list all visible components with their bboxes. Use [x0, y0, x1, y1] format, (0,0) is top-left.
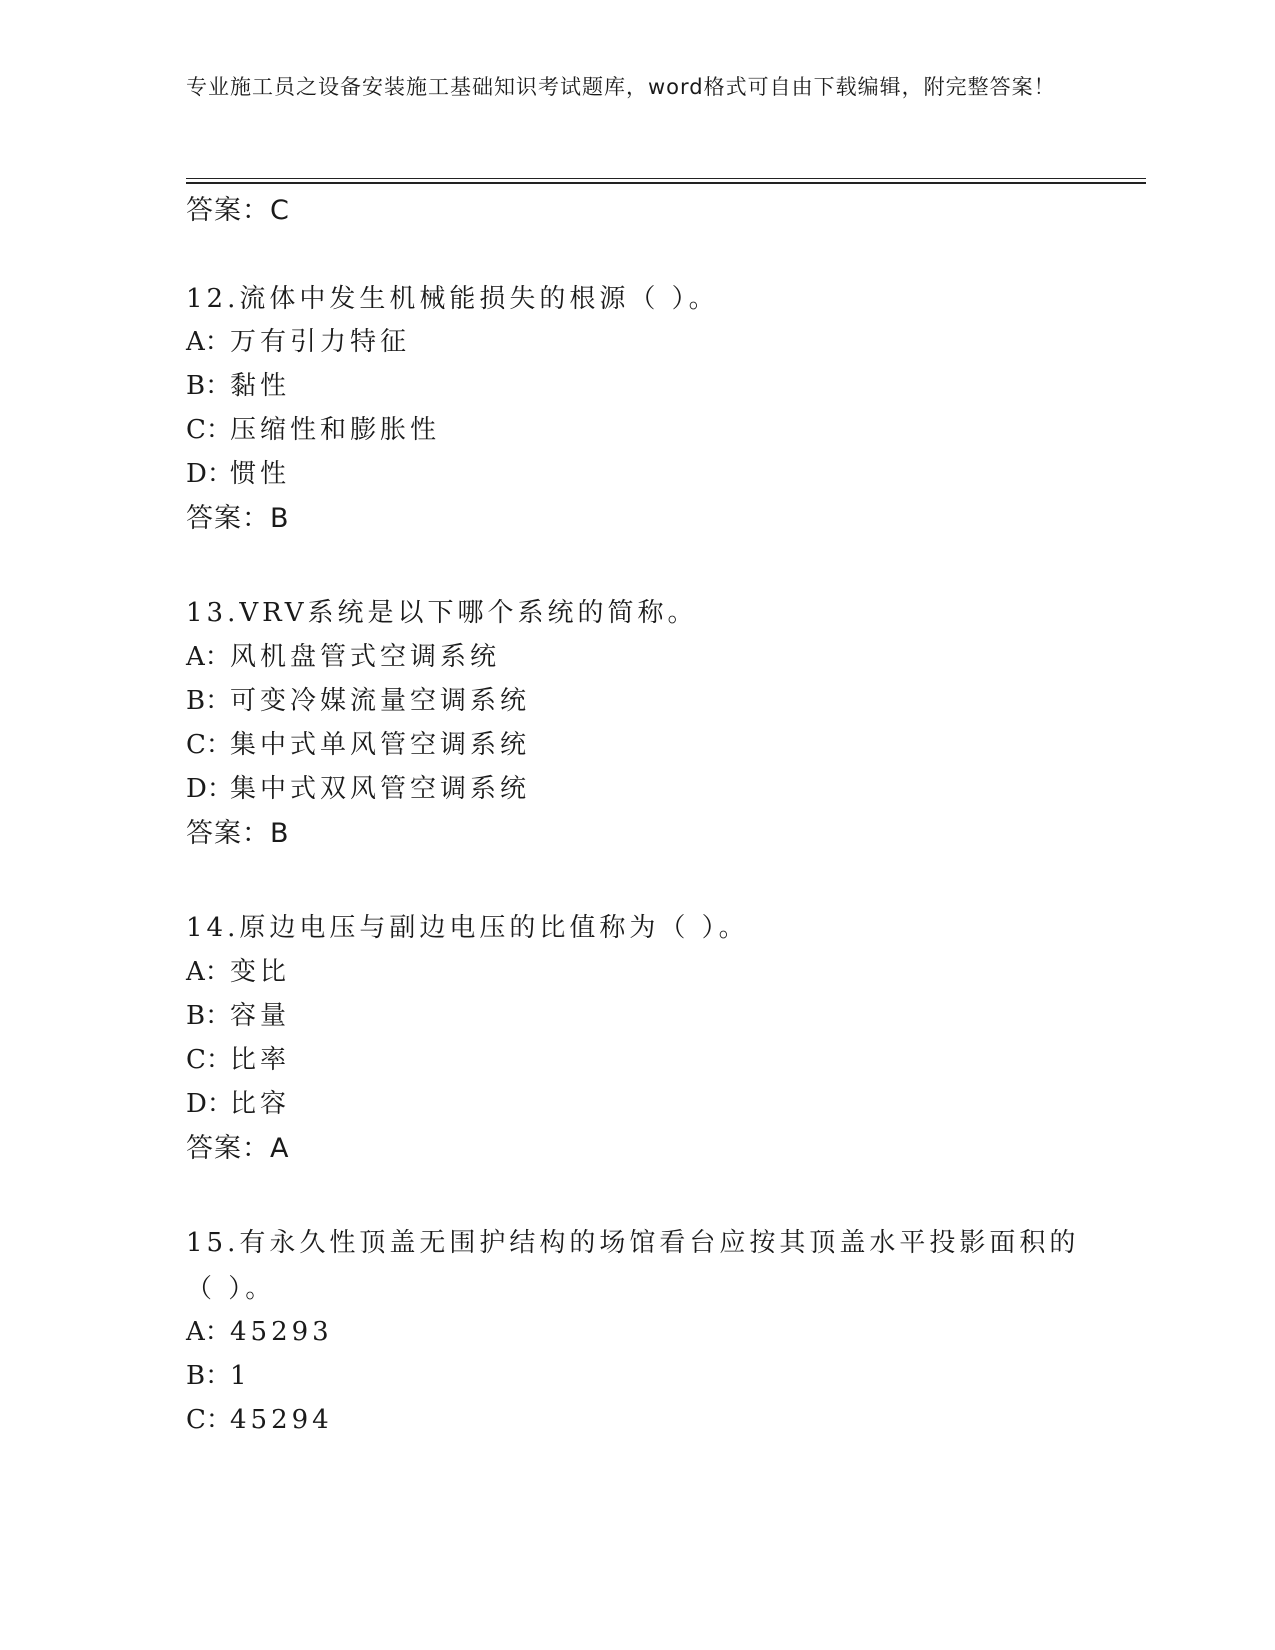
option-key: C：: [186, 415, 232, 445]
answer-label: 答案：: [186, 818, 270, 849]
option-b: [186, 365, 290, 402]
option-key: D：: [186, 459, 233, 489]
answer-value: C: [270, 195, 290, 226]
option-text: 集中式双风管空调系统: [230, 774, 531, 804]
option-c: [186, 1039, 290, 1076]
option-a: [186, 1311, 333, 1348]
answer-label: 答案：: [186, 1133, 270, 1164]
question-stem: 15.有永久性顶盖无围护结构的场馆看台应按其顶盖水平投影面积的（ ）。: [186, 1228, 1080, 1304]
answer-value: B: [270, 503, 290, 534]
option-b: [186, 680, 530, 717]
option-d: [186, 768, 530, 805]
option-key: A：: [186, 957, 231, 987]
option-text: 惯性: [230, 459, 291, 489]
option-text: 比率: [230, 1045, 291, 1075]
answer-line: [186, 188, 290, 227]
option-key: A：: [186, 642, 231, 672]
option-key: B：: [186, 1001, 232, 1031]
header-divider-thick: [186, 182, 1146, 184]
option-text: 风机盘管式空调系统: [230, 642, 501, 672]
answer-label: 答案：: [186, 195, 270, 226]
option-a: [186, 951, 290, 988]
option-key: C：: [186, 1405, 232, 1435]
option-text: 比容: [230, 1089, 291, 1119]
option-d: [186, 453, 290, 490]
option-key: C：: [186, 1045, 232, 1075]
option-c: [186, 409, 440, 446]
answer-line: [186, 1126, 289, 1165]
option-b: [186, 995, 290, 1032]
option-key: B：: [186, 1361, 232, 1391]
option-text: 变比: [230, 957, 291, 987]
answer-value: B: [270, 818, 290, 849]
option-key: D：: [186, 774, 233, 804]
option-a: [186, 321, 410, 358]
option-key: B：: [186, 371, 232, 401]
option-key: D：: [186, 1089, 233, 1119]
option-text: 45293: [230, 1317, 333, 1347]
option-a: [186, 636, 500, 673]
option-text: 容量: [230, 1001, 291, 1031]
option-text: 压缩性和膨胀性: [230, 415, 441, 445]
question-stem: 14.原边电压与副边电压的比值称为（ ）。: [186, 913, 749, 943]
option-text: 45294: [230, 1405, 333, 1435]
option-c: [186, 1399, 333, 1436]
option-b: [186, 1355, 251, 1392]
answer-label: 答案：: [186, 503, 270, 534]
option-text: 可变冷媒流量空调系统: [230, 686, 531, 716]
option-c: [186, 724, 530, 761]
question-stem: 12.流体中发生机械能损失的根源（ ）。: [186, 284, 719, 314]
option-key: C：: [186, 730, 232, 760]
answer-value: A: [270, 1133, 290, 1164]
option-key: A：: [186, 1317, 231, 1347]
header-divider-thin: [186, 178, 1146, 179]
option-key: B：: [186, 686, 232, 716]
question-stem: 13.VRV系统是以下哪个系统的简称。: [186, 598, 698, 628]
document-header: 专业施工员之设备安装施工基础知识考试题库，word格式可自由下载编辑，附完整答案！: [186, 75, 1056, 99]
answer-line: [186, 811, 290, 850]
option-text: 黏性: [230, 371, 291, 401]
option-d: [186, 1083, 290, 1120]
option-text: 集中式单风管空调系统: [230, 730, 531, 760]
option-key: A：: [186, 327, 231, 357]
option-text: 万有引力特征: [230, 327, 411, 357]
answer-line: [186, 496, 290, 535]
option-text: 1: [230, 1361, 251, 1391]
